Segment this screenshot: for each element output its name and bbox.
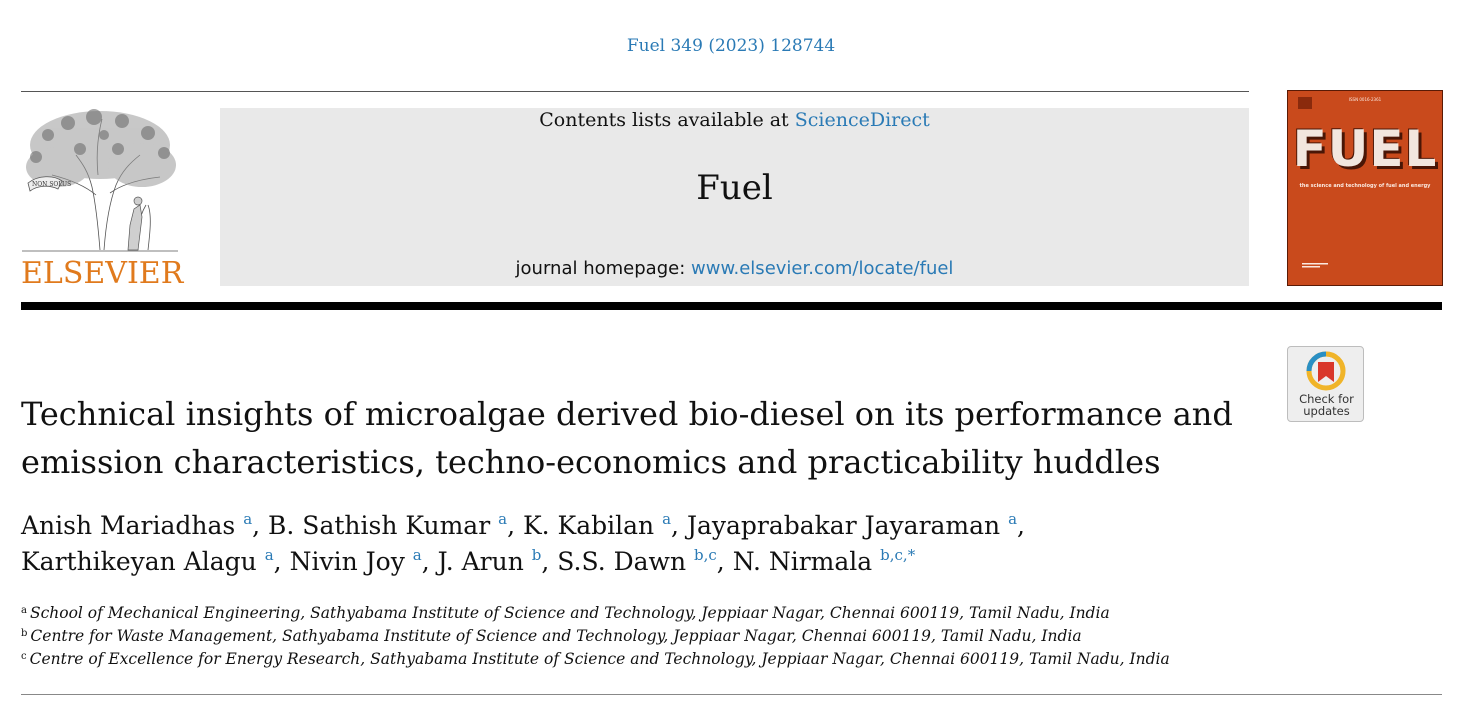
- header-rule: [21, 91, 1249, 92]
- author-name[interactable]: Jayaprabakar Jayaraman: [686, 511, 1001, 540]
- author-affiliation-mark[interactable]: b: [531, 546, 542, 564]
- author-separator: ,: [671, 511, 687, 540]
- affiliation-text: Centre of Excellence for Energy Research, Sathyabama Institute of Science and Technology, Jeppiaar Nagar, Chennai 600119, Tamil Nadu, India: [29, 650, 1170, 668]
- check-label-line1: Check for: [1299, 392, 1354, 406]
- header-thick-rule: [21, 302, 1442, 310]
- journal-homepage-link[interactable]: www.elsevier.com/locate/fuel: [691, 258, 954, 279]
- author-separator: ,: [1017, 511, 1025, 540]
- author-separator: ,: [716, 547, 733, 576]
- check-label-line2: updates: [1303, 404, 1350, 418]
- article-title-line1: Technical insights of microalgae derived bio-diesel on its performance and: [21, 395, 1233, 433]
- cover-issn: ISSN 0016-2361: [1348, 97, 1382, 102]
- author-name[interactable]: Nivin Joy: [289, 547, 405, 576]
- homepage-prefix: journal homepage:: [515, 258, 691, 279]
- journal-homepage-line: [220, 258, 1249, 279]
- logo-motto: NON SOLUS: [32, 181, 72, 188]
- author-line-1: [21, 508, 1261, 544]
- affiliation-text: School of Mechanical Engineering, Sathyabama Institute of Science and Technology, Jeppiaar Nagar, Chennai 600119, Tamil Nadu, India: [29, 604, 1110, 622]
- contents-available-line: [220, 108, 1249, 132]
- contents-prefix: Contents lists available at: [539, 109, 795, 131]
- author-name[interactable]: K. Kabilan: [522, 511, 655, 540]
- journal-citation[interactable]: Fuel 349 (2023) 128744: [626, 36, 836, 56]
- affiliation-item: [21, 648, 1321, 671]
- journal-name: Fuel: [696, 168, 773, 208]
- article-title-line2: emission characteristics, techno-economics and practicability huddles: [21, 443, 1161, 481]
- author-affiliation-mark[interactable]: b,c: [694, 546, 717, 564]
- journal-banner: [220, 108, 1249, 286]
- cover-footer-mark-icon: [1302, 261, 1362, 269]
- author-name[interactable]: Karthikeyan Alagu: [21, 547, 257, 576]
- check-for-updates-button[interactable]: [1287, 346, 1364, 422]
- author-name[interactable]: B. Sathish Kumar: [268, 511, 491, 540]
- affiliation-mark: b: [21, 628, 28, 639]
- affiliation-list: [21, 602, 1321, 671]
- affiliation-item: [21, 602, 1321, 625]
- cover-title: FUEL: [1292, 120, 1438, 178]
- author-affiliation-mark[interactable]: a: [1008, 510, 1018, 528]
- section-divider: [21, 694, 1442, 695]
- author-separator: ,: [421, 547, 438, 576]
- author-name[interactable]: J. Arun: [437, 547, 524, 576]
- affiliation-mark: c: [21, 651, 27, 662]
- author-line-2: [21, 544, 1261, 580]
- author-affiliation-mark[interactable]: a: [264, 546, 274, 564]
- publisher-wordmark[interactable]: ELSEVIER: [21, 256, 184, 291]
- check-for-updates-label: [1288, 393, 1365, 417]
- author-affiliation-mark[interactable]: a: [412, 546, 422, 564]
- author-name[interactable]: S.S. Dawn: [557, 547, 687, 576]
- author-separator: ,: [541, 547, 558, 576]
- affiliation-item: [21, 625, 1321, 648]
- author-list: [21, 508, 1261, 580]
- author-affiliation-mark[interactable]: a: [243, 510, 253, 528]
- cover-subtitle: the science and technology of fuel and energy: [1299, 183, 1431, 189]
- sciencedirect-link[interactable]: ScienceDirect: [794, 109, 930, 131]
- crossmark-icon: [1305, 351, 1347, 391]
- author-affiliation-mark[interactable]: a: [498, 510, 508, 528]
- author-name[interactable]: Anish Mariadhas: [21, 511, 236, 540]
- author-separator: ,: [507, 511, 523, 540]
- affiliation-text: Centre for Waste Management, Sathyabama Institute of Science and Technology, Jeppiaar Nagar, Chennai 600119, Tamil Nadu, India: [30, 627, 1082, 645]
- author-separator: ,: [252, 511, 269, 540]
- author-affiliation-mark[interactable]: a: [662, 510, 672, 528]
- author-name[interactable]: N. Nirmala: [732, 547, 873, 576]
- author-affiliation-mark[interactable]: b,c,*: [880, 546, 916, 564]
- article-title: [21, 390, 1261, 486]
- journal-cover[interactable]: [1287, 90, 1443, 286]
- tree-logo-icon: [18, 105, 182, 255]
- author-separator: ,: [273, 547, 290, 576]
- affiliation-mark: a: [21, 605, 27, 616]
